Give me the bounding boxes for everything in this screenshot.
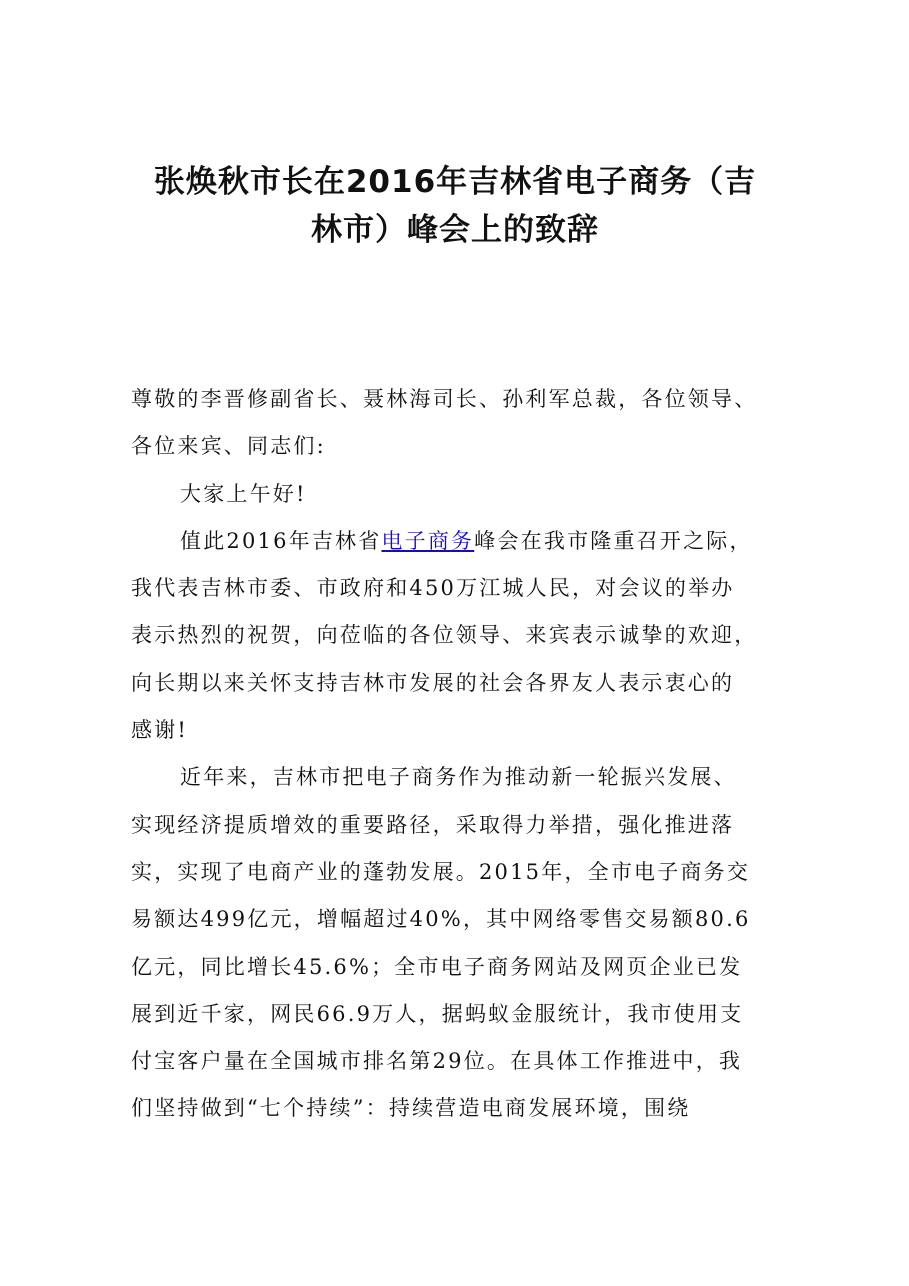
paragraph-line: 亿元，同比增长45.6%；全市电子商务网站及网页企业已发 bbox=[131, 954, 743, 979]
paragraph-line: 付宝客户量在全国城市排名第29位。在具体工作推进中，我 bbox=[131, 1049, 743, 1074]
paragraph-line: 感谢! bbox=[131, 718, 189, 743]
paragraph-line: 们坚持做到“七个持续”：持续营造电商发展环境，围绕 bbox=[131, 1096, 691, 1121]
paragraph-text: 值此2016年吉林省 bbox=[180, 528, 382, 553]
salutation-line-1: 尊敬的李晋修副省长、聂林海司长、孙利军总裁，各位领导、 bbox=[131, 387, 758, 411]
greeting bbox=[131, 471, 791, 518]
paragraph-text: 峰会在我市隆重召开之际， bbox=[474, 528, 753, 553]
paragraph-welcome bbox=[131, 518, 791, 754]
paragraph-achievements bbox=[131, 754, 791, 1132]
paragraph-line: 表示热烈的祝贺，向莅临的各位领导、来宾表示诚挚的欢迎， bbox=[131, 623, 758, 648]
title-line-2: 林市）峰会上的致辞 bbox=[311, 212, 599, 248]
greeting-text: 大家上午好! bbox=[180, 481, 307, 506]
paragraph-line bbox=[131, 518, 791, 565]
paragraph-line: 我代表吉林市委、市政府和450万江城人民，对会议的举办 bbox=[131, 576, 735, 601]
paragraph-line: 向长期以来关怀支持吉林市发展的社会各界友人表示衷心的 bbox=[131, 670, 735, 695]
paragraph-line: 实，实现了电商产业的蓬勃发展。2015年，全市电子商务交 bbox=[131, 859, 751, 884]
paragraph-line: 展到近千家，网民66.9万人，据蚂蚁金服统计，我市使用支 bbox=[131, 1001, 744, 1026]
salutation bbox=[131, 376, 791, 471]
paragraph-line: 易额达499亿元，增幅超过40%，其中网络零售交易额80.6 bbox=[131, 907, 751, 932]
title-line-1: 张焕秋市长在2016年吉林省电子商务（吉 bbox=[153, 164, 757, 200]
paragraph-line: 实现经济提质增效的重要路径，采取得力举措，强化推进落 bbox=[131, 812, 735, 837]
document-title bbox=[120, 158, 790, 254]
document-body bbox=[131, 376, 791, 1133]
ecommerce-link[interactable]: 电子商务 bbox=[381, 528, 475, 553]
paragraph-line: 近年来，吉林市把电子商务作为推动新一轮振兴发展、 bbox=[180, 765, 737, 790]
salutation-line-2: 各位来宾、同志们: bbox=[131, 434, 326, 459]
